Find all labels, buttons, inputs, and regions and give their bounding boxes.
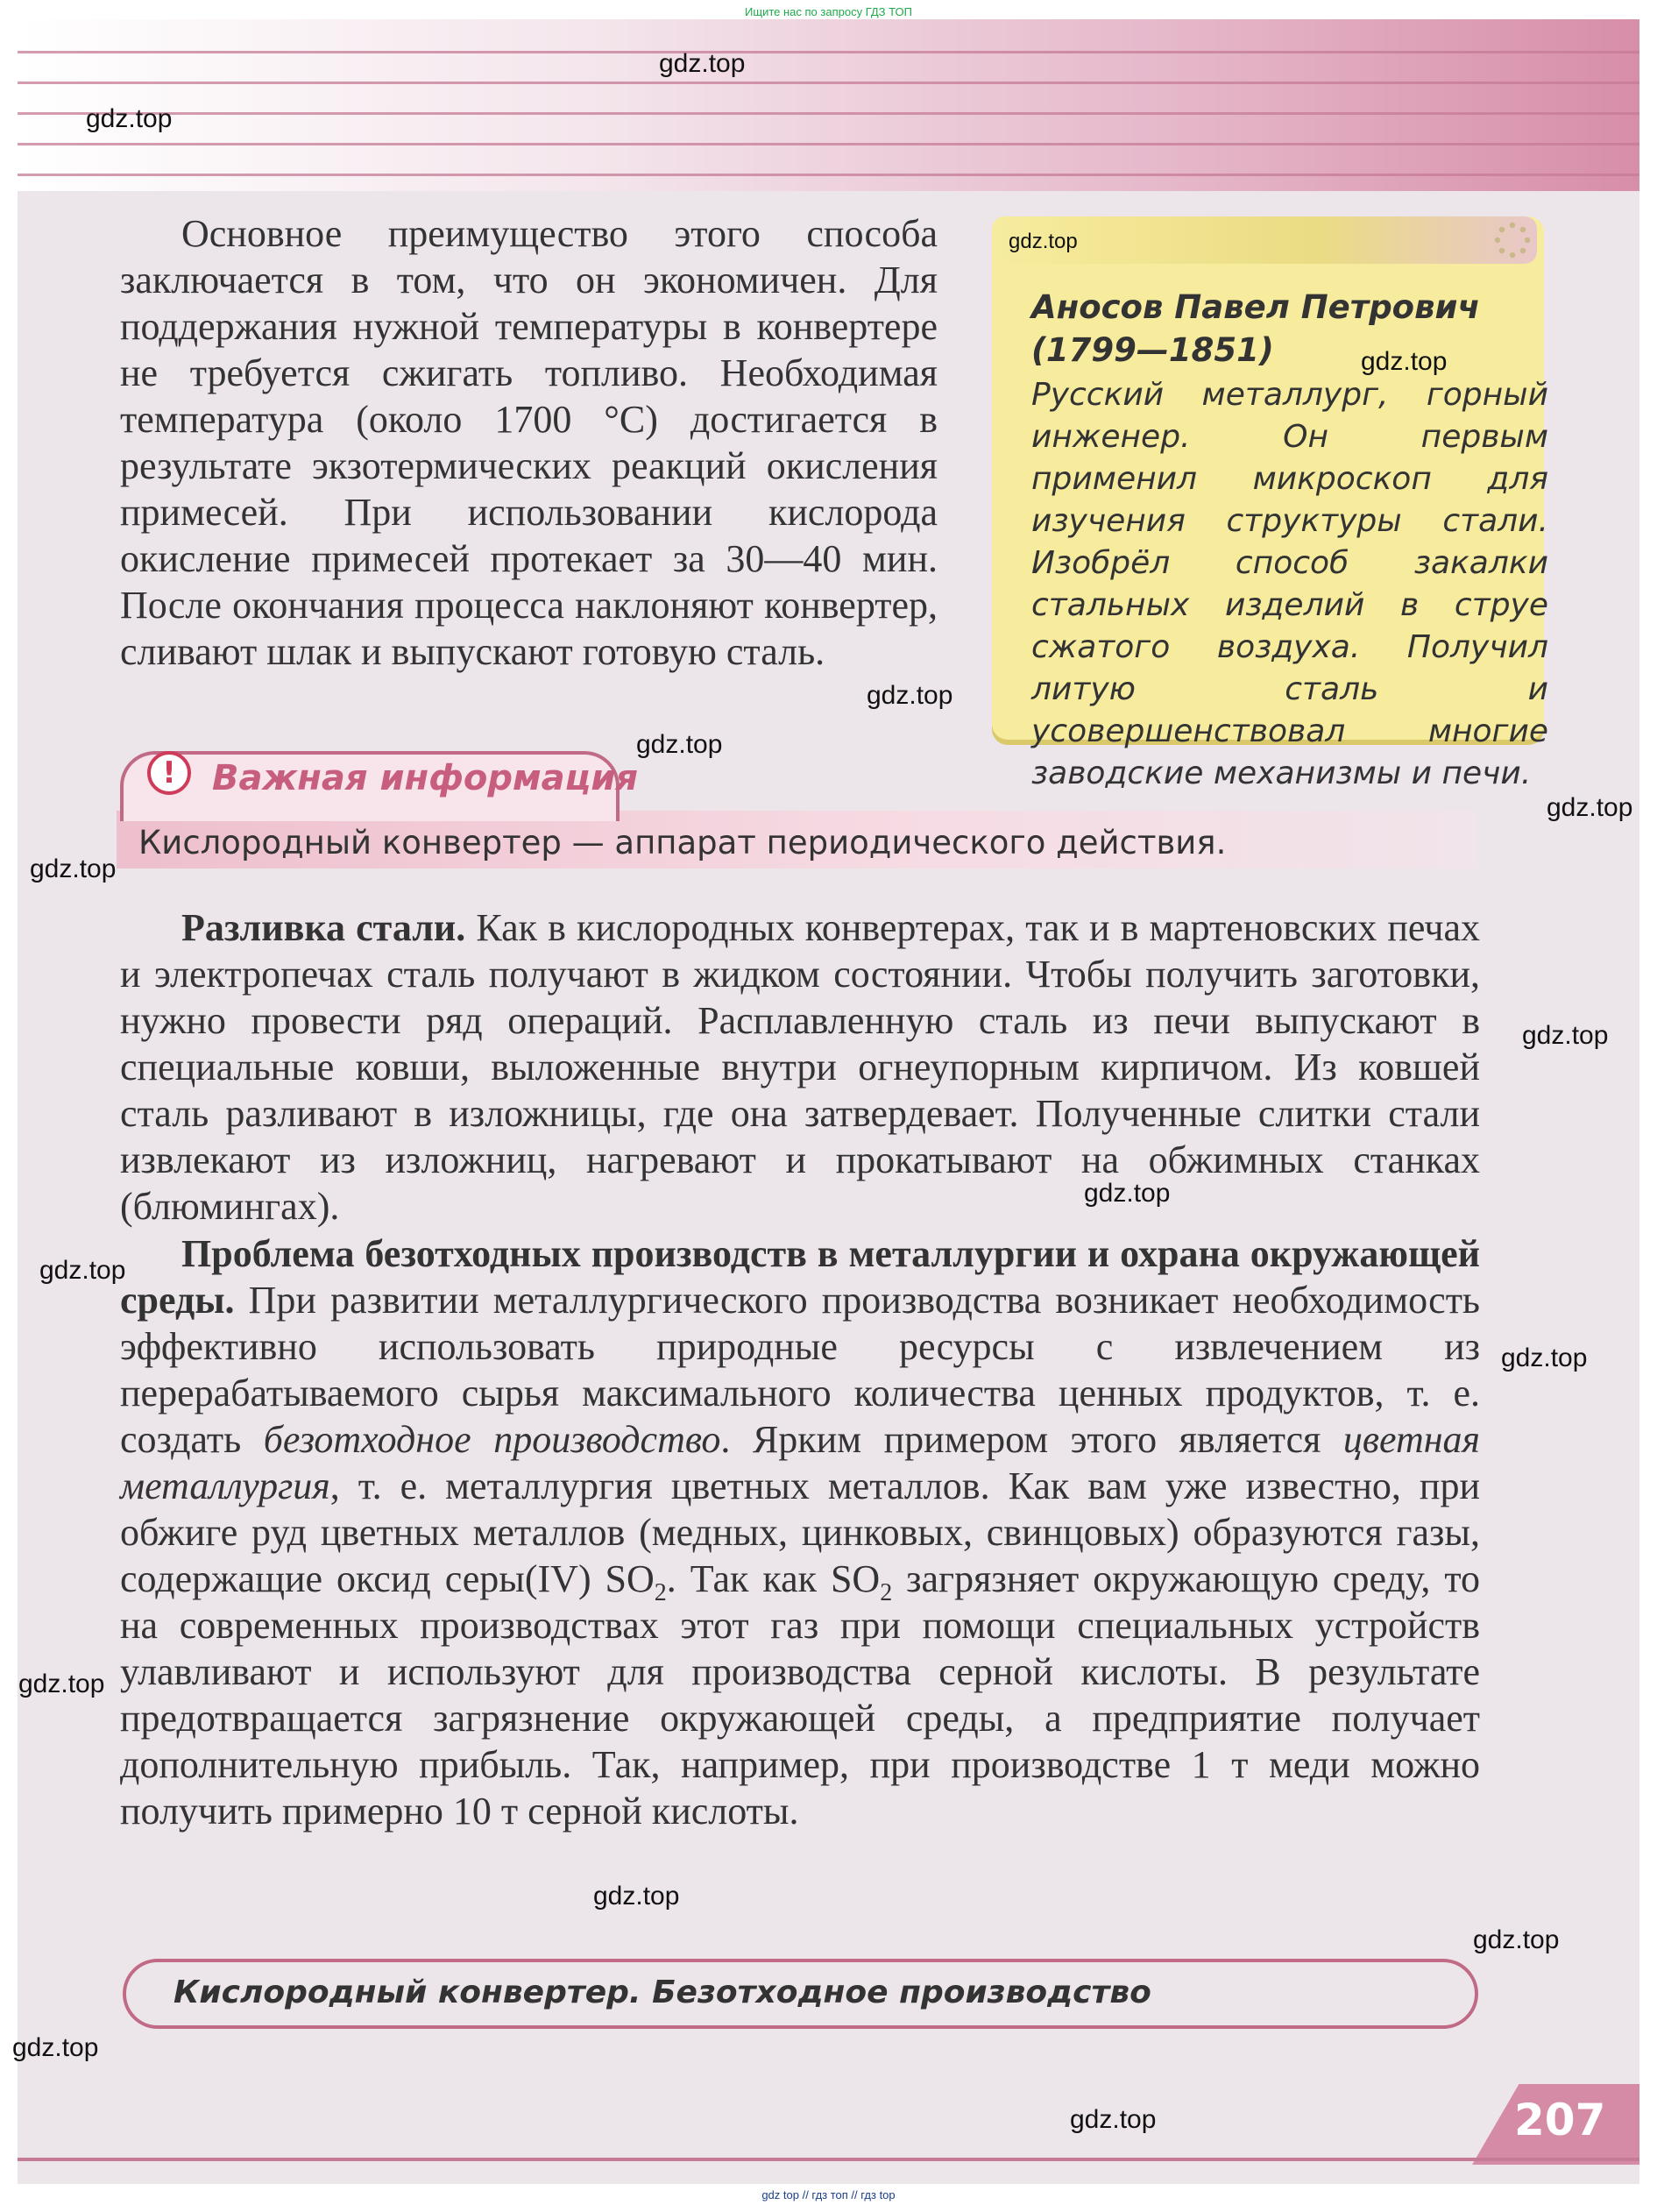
watermark: gdz.top — [30, 854, 117, 883]
watermark: gdz.top — [1473, 1925, 1560, 1954]
watermark: gdz.top — [659, 49, 746, 78]
biography-name: Аносов Павел Петрович — [1031, 288, 1480, 326]
casting-paragraph — [120, 904, 1480, 1230]
casting-text: Как в кислородных конвертерах, так и в мартеновских печах и электропечах сталь получают в жидком состоянии. Чтобы получить заготовки, нужно провести ряд операций. Расплавленную сталь из печи выпускают в специальные ковши, выложенные внутри огнеупорным кирпичом. Из ковшей сталь разливают в изложницы, где она затвердевает. Полученные слитки стали извлекают из изложниц, нагревают и прокатывают на обжимных станках (блюмингах). — [120, 906, 1480, 1228]
watermark: gdz.top — [1009, 230, 1078, 253]
casting-heading: Разливка стали. — [181, 906, 466, 949]
important-info-text: Кислородный конвертер — аппарат периодического действия. — [138, 824, 1227, 861]
waste-text-2: . Ярким примером этого является — [720, 1418, 1343, 1461]
watermark: gdz.top — [867, 681, 953, 710]
header-rule — [18, 51, 1639, 53]
watermark: gdz.top — [636, 730, 723, 759]
watermark: gdz.top — [39, 1256, 126, 1285]
biography-title — [1031, 286, 1548, 372]
footer-rule — [18, 2158, 1639, 2161]
keywords-text: Кислородный конвертер. Безотходное производство — [173, 1974, 1151, 2010]
biography-years: (1799—1851) — [1031, 331, 1274, 369]
watermark: gdz.top — [1084, 1179, 1171, 1208]
watermark: gdz.top — [1547, 793, 1633, 822]
dotted-circle-icon — [1493, 221, 1532, 259]
term-nonferrous-metallurgy: цветная металлургия — [120, 1418, 1480, 1507]
watermark: gdz.top — [18, 1670, 105, 1698]
waste-text-5: загрязняет окружающую среду, то на современных производствах этот газ при помощи специальных устройств улавливают и используют для производства серной кислоты. В результате предотвращается загрязнение окружающей среды, а предприятие получает дополнительную прибыль. Так, например, при производстве 1 т меди можно получить примерно 10 т серной кислоты. — [120, 1557, 1480, 1833]
header-rule — [18, 112, 1639, 115]
waste-text-1: При развитии металлургического производства возникает необходимость эффективно использовать природные ресурсы с извлечением из перерабатываемого сырья максимального количества ценных продуктов, т. е. создать — [120, 1279, 1480, 1461]
watermark: gdz.top — [593, 1882, 680, 1911]
header-rule — [18, 82, 1639, 84]
exclamation-icon: ! — [147, 751, 191, 795]
watermark: gdz.top — [86, 104, 173, 133]
watermark: gdz.top — [1361, 347, 1448, 376]
intro-paragraph — [120, 210, 938, 675]
page-number: 207 — [1514, 2095, 1606, 2145]
waste-heading: Проблема безотходных производств в металлургии и охрана окружающей среды. — [120, 1232, 1480, 1322]
watermark: gdz.top — [1501, 1344, 1588, 1372]
header-band — [18, 19, 1639, 191]
watermark: gdz.top — [1070, 2105, 1157, 2134]
intro-paragraph-text: Основное преимущество этого способа заключается в том, что он экономичен. Для поддержания нужной температуры в конвертере не требуется сжигать топливо. Необходимая температура (около 1700 °С) достигается в результате экзотермических реакций окисления примесей. При использовании кислорода окисление примесей протекает за 30—40 мин. После окончания процесса наклоняют конвертер, сливают шлак и выпускают готовую сталь. — [120, 212, 938, 673]
subscript-2: 2 — [880, 1578, 893, 1606]
subscript-2: 2 — [654, 1578, 667, 1606]
important-info-title: Важная информация — [212, 758, 639, 798]
waste-paragraph — [120, 1230, 1480, 1834]
bottom-note: gdz top // гдз топ // гдз top — [761, 2188, 896, 2201]
watermark: gdz.top — [12, 2033, 99, 2062]
waste-text-3: , т. е. металлургия цветных металлов. Как вам уже известно, при обжиге руд цветных металлов (медных, цинковых, свинцовых) образуются газы, содержащие оксид серы(IV) SO — [120, 1464, 1480, 1600]
biography-text: Русский металлург, горный инженер. Он первым применил микроскоп для изучения структуры стали. Изобрёл способ закалки стальных изделий в струе сжатого воздуха. Получил литую сталь и усовершенствовал многие заводские механизмы и печи. — [1031, 377, 1548, 791]
header-rule — [18, 174, 1639, 176]
top-note: Ищите нас по запросу ГДЗ ТОП — [745, 5, 912, 18]
header-rule — [18, 143, 1639, 145]
waste-text-4: . Так как SO — [666, 1557, 881, 1600]
watermark: gdz.top — [1522, 1021, 1609, 1050]
term-wasteless-production: безотходное производство — [263, 1418, 721, 1461]
